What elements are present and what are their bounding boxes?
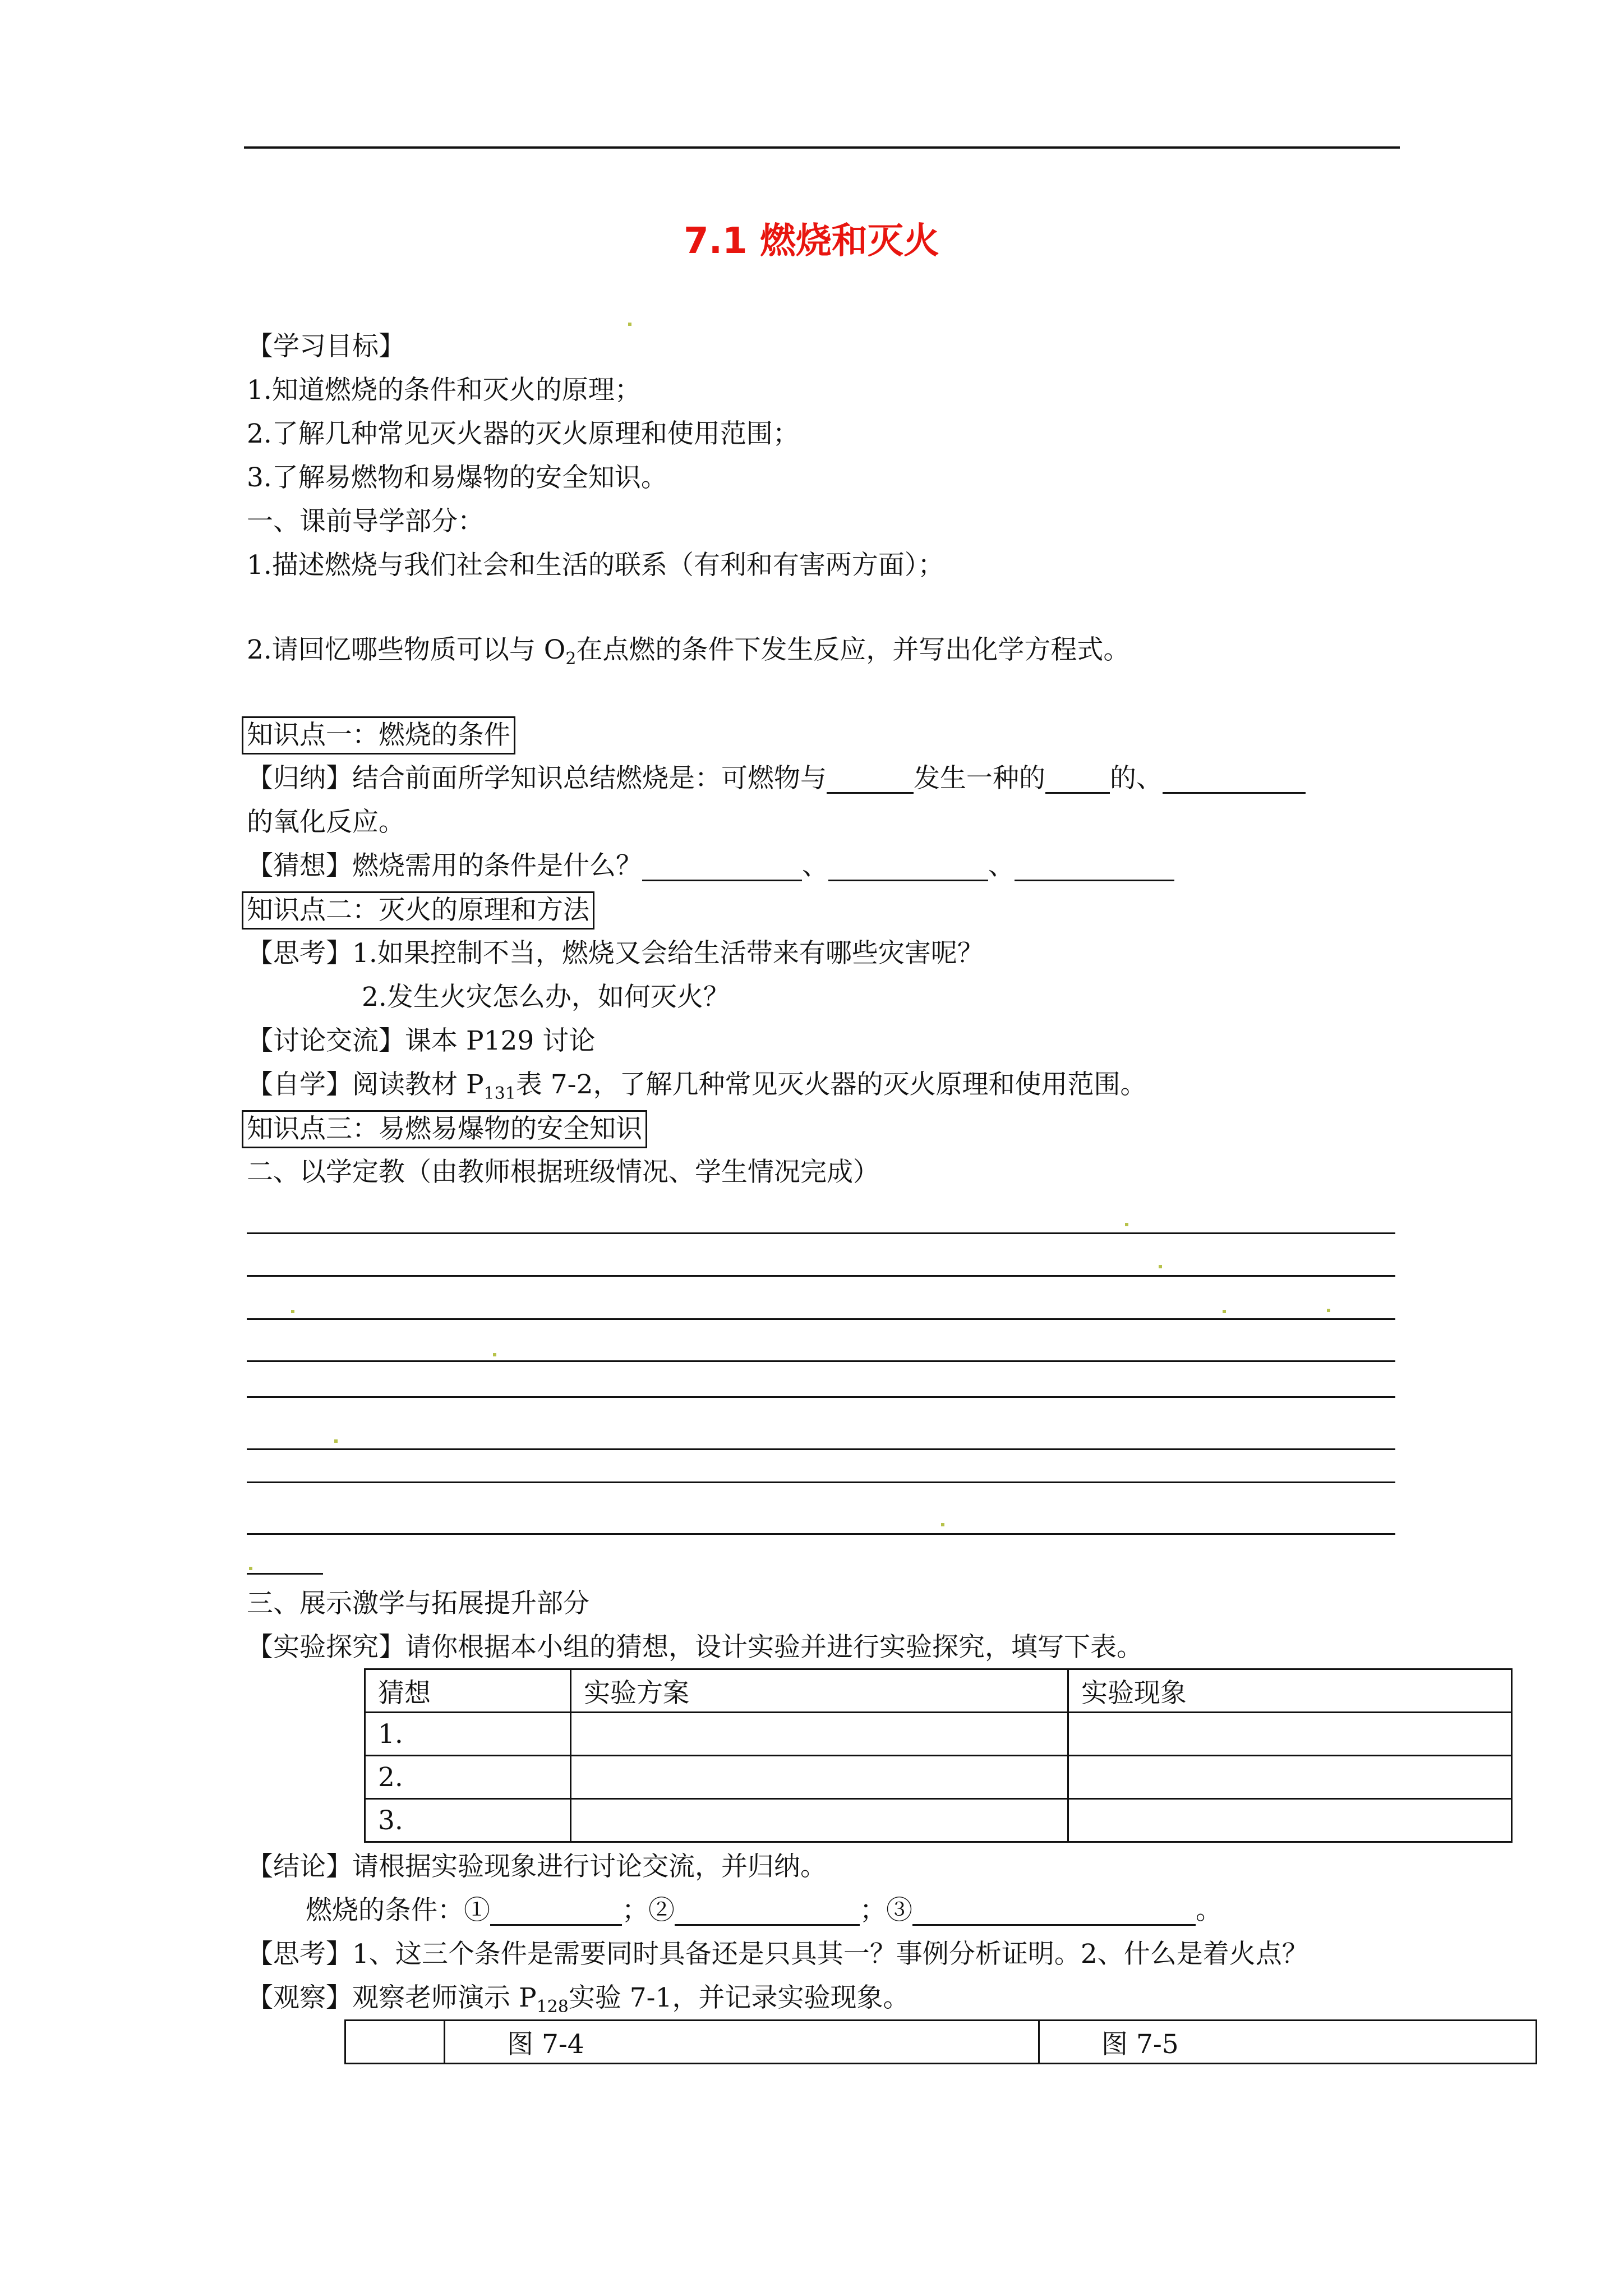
section1-question-2: 2.请回忆哪些物质可以与 $O_2$在点燃的条件下发生反应，并写出化学方程式。 [247,634,1130,669]
conclusion-instruction: 【结论】请根据实验现象进行讨论交流，并归纳。 [247,1851,827,1882]
speck [249,1567,252,1570]
writing-line[interactable] [247,1275,1395,1277]
writing-line[interactable] [247,1448,1395,1450]
experiment-instruction: 【实验探究】请你根据本小组的猜想，设计实验并进行实验探究，填写下表。 [247,1632,1143,1663]
table-cell[interactable] [571,1713,1068,1756]
table-cell[interactable]: 3. [365,1799,571,1842]
speck [941,1523,944,1526]
page-title: 7.1 燃烧和灭火 [684,220,939,262]
table-cell[interactable] [1068,1799,1512,1842]
fill-blank[interactable] [827,764,914,794]
table-cell: 图 7-5 [1039,2021,1537,2064]
objective-item-2: 2.了解几种常见灭火器的灭火原理和使用范围； [247,418,799,449]
section1-heading: 一、课前导学部分： [247,506,484,537]
kp1-guess-line: 【猜想】燃烧需用的条件是什么？ 、 、 [247,848,1174,885]
speck [1159,1265,1162,1268]
writing-line[interactable] [247,1232,1395,1234]
kp1-summary-line: 【归纳】结合前面所学知识总结燃烧是：可燃物与 发生一种的 的、 [247,760,1306,797]
table-cell[interactable] [1068,1713,1512,1756]
writing-line[interactable] [247,1396,1395,1398]
subscript: 2 [565,649,577,669]
table-header-cell: 实验现象 [1068,1669,1512,1713]
table-cell[interactable] [571,1756,1068,1799]
speck [1223,1310,1226,1313]
table-row [365,1713,1512,1756]
knowledge-point-2-title: 知识点二：灭火的原理和方法 [242,891,594,930]
table-cell[interactable] [345,2021,445,2064]
table-cell: 图 7-4 [445,2021,1039,2064]
table-row [365,1756,1512,1799]
table-row [365,1799,1512,1842]
objectives-heading: 【学习目标】 [247,331,405,362]
table-row [345,2021,1537,2064]
subscript: 128 [536,1997,569,2017]
table-header-row [365,1669,1512,1713]
header-rule [244,146,1400,149]
section2-heading: 二、以学定教（由教师根据班级情况、学生情况完成） [247,1157,879,1188]
table-header-cell: 猜想 [365,1669,571,1713]
speck [334,1439,338,1443]
kp2-think-2: 2.发生火灾怎么办，如何灭火？ [362,982,730,1013]
fill-blank[interactable] [1045,764,1110,794]
writing-line[interactable] [247,1318,1395,1320]
kp2-discuss: 【讨论交流】课本 P129 讨论 [247,1025,596,1056]
subscript: 131 [483,1084,516,1103]
speck [493,1353,496,1356]
knowledge-point-3 [247,1110,647,1148]
speck [1327,1309,1330,1312]
figure-table [344,2019,1537,2064]
section1-question-1: 1.描述燃烧与我们社会和生活的联系（有利和有害两方面）； [247,550,944,581]
table-header-cell: 实验方案 [571,1669,1068,1713]
objective-item-3: 3.了解易燃物和易爆物的安全知识。 [247,462,667,493]
knowledge-point-3-title: 知识点三：易燃易爆物的安全知识 [242,1110,647,1148]
fill-blank[interactable] [912,1896,1196,1926]
section3-observe: 【观察】观察老师演示 $P_{128}$实验 7-1，并记录实验现象。 [247,1982,910,2017]
kp2-self-study: 【自学】阅读教材 $P_{131}$表 7-2，了解几种常见灭火器的灭火原理和使用范围。 [247,1069,1147,1103]
speck [291,1310,294,1313]
table-cell[interactable] [571,1799,1068,1842]
writing-line[interactable] [247,1360,1395,1362]
writing-line[interactable] [247,1533,1395,1535]
speck [1125,1223,1128,1226]
fill-blank[interactable] [675,1896,860,1926]
short-rule [247,1573,323,1575]
section3-think: 【思考】1、这三个条件是需要同时具备还是只具其一？事例分析证明。2、什么是着火点？ [247,1939,1308,1970]
writing-line[interactable] [247,1481,1395,1483]
objective-item-1: 1.知道燃烧的条件和灭火的原理； [247,375,641,406]
table-cell[interactable] [1068,1756,1512,1799]
conditions-line: 燃烧的条件：① ；② ；③ 。 [306,1895,1222,1926]
speck [628,323,631,326]
fill-blank[interactable] [1163,764,1306,794]
knowledge-point-1 [247,716,515,754]
kp1-summary-end: 的氧化反应。 [247,807,405,838]
knowledge-point-2 [247,891,594,930]
knowledge-point-1-title: 知识点一：燃烧的条件 [242,716,515,754]
kp2-think-1: 【思考】1.如果控制不当，燃烧又会给生活带来有哪些灾害呢？ [247,938,984,969]
table-cell[interactable]: 2. [365,1756,571,1799]
table-cell[interactable]: 1. [365,1713,571,1756]
fill-blank[interactable] [1015,852,1174,881]
fill-blank[interactable] [828,852,988,881]
experiment-table [364,1668,1513,1843]
section3-heading: 三、展示激学与拓展提升部分 [247,1588,589,1619]
fill-blank[interactable] [642,852,802,881]
fill-blank[interactable] [490,1896,622,1926]
